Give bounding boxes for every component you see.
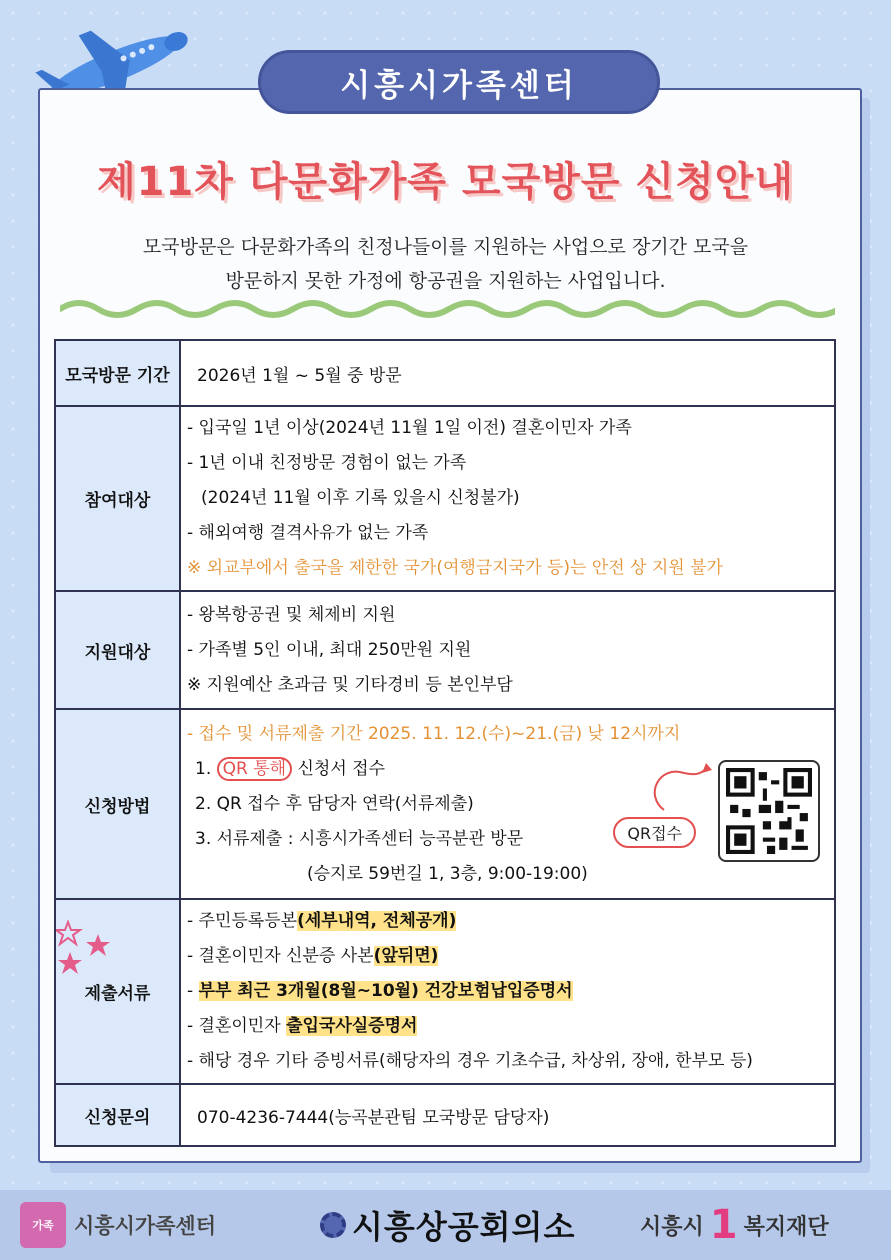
docs-line-1 (187, 904, 828, 939)
apply-line-5: (승지로 59번길 1, 3층, 9:00-19:00) (307, 863, 588, 884)
qr-code[interactable] (718, 760, 820, 862)
center-name: 시흥시가족센터 (340, 67, 578, 104)
docs-line-3-highlight: 부부 최근 3개월(8월~10월) 건강보험납입증명서 (198, 981, 573, 1001)
row-docs (55, 899, 835, 1084)
docs-line-4 (187, 1009, 828, 1044)
info-table (54, 339, 836, 1147)
docs-line-3 (187, 974, 828, 1009)
qr-highlight: QR 통해 (217, 757, 292, 781)
support-line-2: - 가족별 5인 이내, 최대 250만원 지원 (187, 639, 472, 660)
target-cell (180, 406, 835, 591)
docs-line-1-text: - 주민등록등본 (187, 911, 298, 931)
gear-icon (320, 1212, 346, 1238)
target-line-4: - 해외여행 결격사유가 없는 가족 (187, 523, 429, 543)
star-icon (56, 920, 116, 980)
row-contact (55, 1084, 835, 1146)
welfare-city: 시흥시 (640, 1214, 704, 1240)
label-docs: 제출서류 (55, 899, 180, 1084)
footer-org-chamber (320, 1202, 640, 1248)
arrow-icon (644, 755, 714, 815)
support-line-1: - 왕복항공권 및 체제비 지원 (187, 604, 396, 625)
wave-divider (60, 297, 835, 321)
docs-line-2 (187, 939, 828, 974)
target-line-1: - 입국일 1년 이상(2024년 11월 1일 이전) 결혼이민자 가족 (187, 418, 632, 438)
docs-line-1-highlight: (세부내역, 전체공개) (297, 911, 457, 931)
apply-step-num: 1. (195, 758, 212, 779)
label-support: 지원대상 (55, 591, 180, 709)
row-apply (55, 709, 835, 899)
welfare-logo-number: 1 (709, 1202, 738, 1248)
row-support (55, 591, 835, 709)
contact-phone: 070-4236-7444(능곡분관팀 모국방문 담당자) (197, 1107, 550, 1128)
label-target: 참여대상 (55, 406, 180, 591)
target-line-3: (2024년 11월 이후 기록 있을시 신청불가) (201, 488, 520, 508)
footer (0, 1190, 891, 1260)
docs-line-4-text: - 결혼이민자 (187, 1016, 287, 1036)
label-period: 모국방문 기간 (55, 340, 180, 406)
period-text (180, 340, 835, 406)
docs-line-5: - 해당 경우 기타 증빙서류(해당자의 경우 기초수급, 차상위, 장애, 한부모 등) (187, 1051, 753, 1071)
docs-line-4-highlight: 출입국사실증명서 (286, 1016, 418, 1036)
row-target (55, 406, 835, 591)
apply-line-1: - 접수 및 서류제출 기간 2025. 11. 12.(수)~21.(금) 낮 12시까지 (187, 723, 681, 744)
apply-line-4: 3. 서류제출 : 시흥시가족센터 능곡분관 방문 (195, 828, 524, 849)
target-line-2: - 1년 이내 친정방문 경험이 없는 가족 (187, 453, 467, 473)
intro-text (90, 230, 801, 298)
apply-cell (180, 709, 835, 899)
intro-line-1: 모국방문은 다문화가족의 친정나들이를 지원하는 사업으로 장기간 모국을 (142, 236, 749, 258)
qr-code-icon (726, 768, 812, 854)
docs-cell (180, 899, 835, 1084)
welfare-name: 복지재단 (743, 1214, 829, 1240)
target-line-5: ※ 외교부에서 출국을 제한한 국가(여행금지국가 등)는 안전 상 지원 불가 (187, 558, 723, 578)
row-period (55, 340, 835, 406)
center-name-badge (258, 50, 660, 114)
intro-line-2: 방문하지 못한 가정에 항공권을 지원하는 사업입니다. (225, 270, 666, 292)
docs-line-3-text: - (187, 981, 199, 1001)
apply-step-1-text: 신청서 접수 (292, 758, 386, 779)
contact-cell (180, 1084, 835, 1146)
qr-label: QR접수 (613, 817, 696, 848)
docs-line-2-highlight: (앞뒤면) (373, 946, 439, 966)
support-cell (180, 591, 835, 709)
family-center-name: 시흥시가족센터 (74, 1214, 217, 1238)
apply-line-3: 2. QR 접수 후 담당자 연락(서류제출) (195, 793, 474, 814)
family-center-logo: 가족 (20, 1202, 66, 1248)
docs-line-2-text: - 결혼이민자 신분증 사본 (187, 946, 374, 966)
period-value: 2026년 1월 ~ 5월 중 방문 (197, 365, 402, 386)
page-title: 제11차 다문화가족 모국방문 신청안내 (96, 159, 795, 205)
chamber-name: 시흥상공회의소 (352, 1208, 576, 1246)
footer-org-family-center (20, 1202, 320, 1248)
label-apply: 신청방법 (55, 709, 180, 899)
footer-org-welfare (640, 1202, 829, 1248)
support-line-3: ※ 지원예산 초과금 및 기타경비 등 본인부담 (187, 674, 513, 695)
label-contact: 신청문의 (55, 1084, 180, 1146)
